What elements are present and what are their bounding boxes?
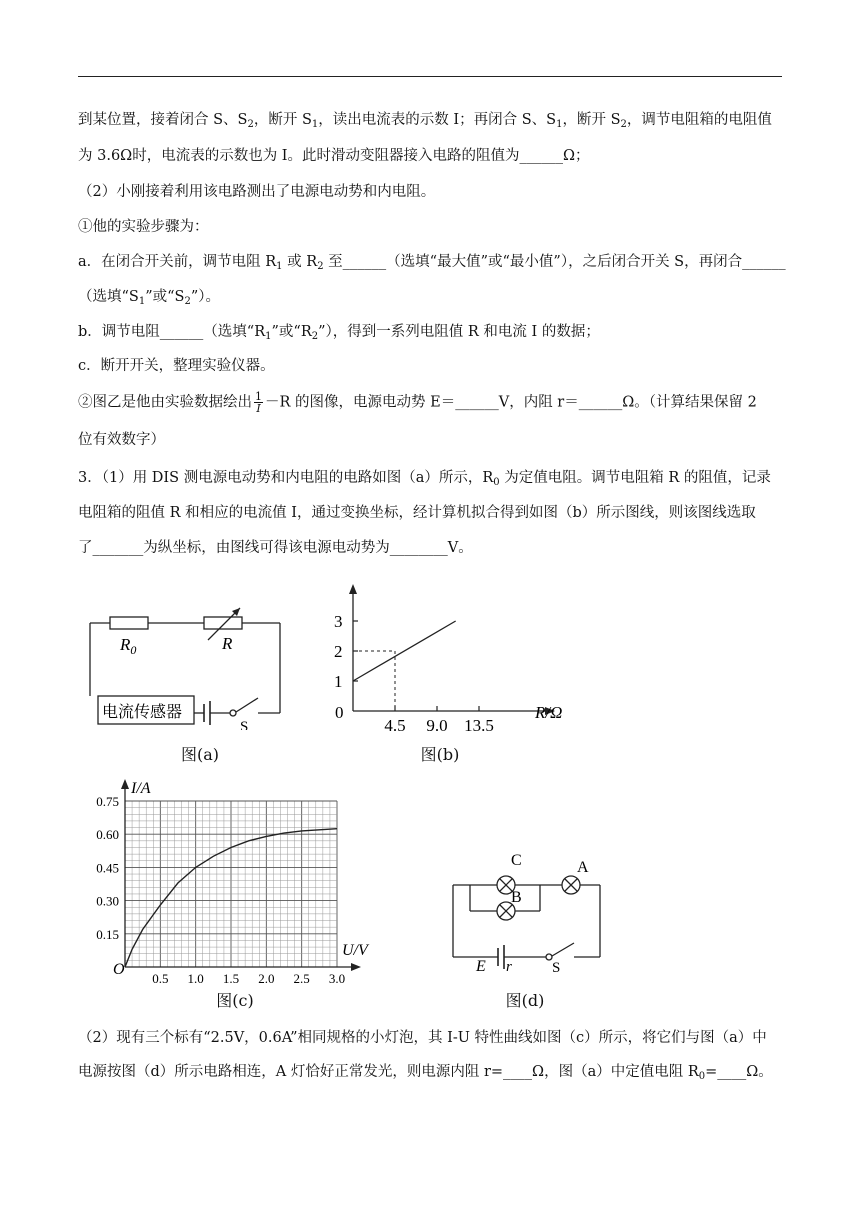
y-tick-label: 3 [334, 612, 343, 631]
lamp-a-label: A [577, 859, 589, 876]
y-axis-arrow [121, 779, 129, 789]
x-axis-label: U/V [342, 942, 368, 959]
y-axis-arrow [349, 584, 357, 594]
figure-b-graph [325, 580, 575, 740]
y-tick-label: 2 [334, 642, 343, 661]
origin-label: O [113, 961, 125, 978]
text-line-6: （选填“$S_1$”或“$S_2$”）。 [78, 289, 221, 307]
resistor-r0 [110, 617, 148, 629]
text-line-12: 电阻箱的阻值 R 和相应的电流值 I，通过变换坐标，经计算机拟合得到如图（b）所示图线，则该图线选取 [78, 505, 756, 521]
text-line-9: ②图乙是他由实验数据绘出 $\frac{1}{I}$ －R 的图像，电源电动势 E＝______V，内阻 r＝______Ω。（计算结果保留 2 [78, 390, 757, 415]
figure-d-circuit [440, 845, 620, 980]
text-line-14: （2）现有三个标有“2.5V，0.6A”相同规格的小灯泡，其 I-U 特性曲线如图（c）所示，将它们与图（a）中 [78, 1030, 767, 1046]
x-tick-label: 9.0 [426, 716, 448, 735]
y-axis-label: I/A [131, 780, 151, 797]
data-line [353, 621, 456, 681]
text-line-10: 位有效数字） [78, 432, 165, 448]
x-tick-label: 1.5 [222, 971, 240, 985]
internal-r-label: r [506, 959, 512, 975]
figure-d-caption: 图(d) [505, 991, 545, 1010]
x-tick-label: 0.5 [152, 971, 169, 985]
y-tick-label: 0.30 [96, 893, 119, 909]
switch-label: S [240, 719, 249, 730]
x-tick-label: 1.0 [187, 971, 204, 985]
y-tick-label: 0.75 [96, 794, 119, 809]
text-line-2: 为 3.6Ω时，电流表的示数也为 I。此时滑动变阻器接入电路的阻值为______Ω； [78, 148, 590, 164]
r0-label: $R_0$ [120, 635, 137, 657]
y-tick-label: 1 [334, 672, 343, 691]
switch-arm [552, 943, 574, 956]
switch-arm [236, 698, 258, 712]
figure-b-caption: 图(b) [420, 745, 460, 764]
text-line-13: 了_______为纵坐标，由图线可得该电源电动势为________V。 [78, 540, 473, 556]
x-tick-label: 4.5 [384, 716, 406, 735]
switch-label: S [552, 960, 561, 976]
resistor-box-r [204, 617, 242, 629]
emf-label: E [476, 958, 486, 975]
text-line-4: ①他的实验步骤为： [78, 219, 209, 235]
fraction-1-over-i: $\frac{1}{I}$ [255, 390, 262, 415]
lamp-a [562, 876, 580, 894]
text-line-5: a．在闭合开关前，调节电阻 $R_1$ 或 $R_2$ 至______（选填“最大值”或“最小值”），之后闭合开关 S，再闭合______ [78, 254, 786, 272]
x-axis-label: R/Ω [535, 703, 563, 722]
lamp-b-label: B [511, 889, 522, 906]
text-line-7: b．调节电阻______（选填“$R_1$”或“$R_2$”），得到一系列电阻值 R 和电流 I 的数据； [78, 324, 600, 342]
figure-c-graph [85, 775, 375, 985]
x-tick-label: 13.5 [464, 716, 494, 735]
text-line-1: 到某位置，接着闭合 S、$S_2$，断开 $S_1$，读出电流表的示数 I；再闭合 S、$S_1$，断开 $S_2$，调节电阻箱的电阻值 [78, 112, 772, 130]
text-line-3: （2）小刚接着利用该电路测出了电源电动势和内电阻。 [78, 184, 436, 200]
y-tick-label: 0.45 [96, 860, 119, 876]
y-tick-label: 0.60 [96, 827, 119, 843]
text-line-11: 3．（1）用 DIS 测电源电动势和内电阻的电路如图（a）所示，$R_0$ 为定值电阻。调节电阻箱 R 的阻值，记录 [78, 470, 771, 488]
x-tick-label: 2.5 [293, 971, 310, 985]
sensor-label: 电流传感器 [102, 704, 183, 721]
y-tick-label: 0.15 [96, 926, 119, 942]
x-tick-label: 2.0 [258, 971, 275, 985]
figure-a-circuit [80, 590, 300, 730]
origin-label: 0 [335, 703, 344, 722]
header-rule [78, 76, 782, 77]
x-axis-arrow [351, 963, 361, 971]
text-line-15: 电源按图（d）所示电路相连，A 灯恰好正常发光，则电源内阻 r=____Ω，图（a）中定值电阻 $R_0=\_\_\_\_\Omega$。 [78, 1064, 773, 1082]
lamp-c-label: C [511, 852, 522, 869]
r-label: R [222, 634, 233, 653]
x-tick-label: 3.0 [328, 971, 346, 985]
text-line-8: c．断开开关，整理实验仪器。 [78, 358, 275, 374]
figure-c-caption: 图(c) [216, 991, 254, 1010]
figure-a-caption: 图(a) [180, 745, 220, 764]
